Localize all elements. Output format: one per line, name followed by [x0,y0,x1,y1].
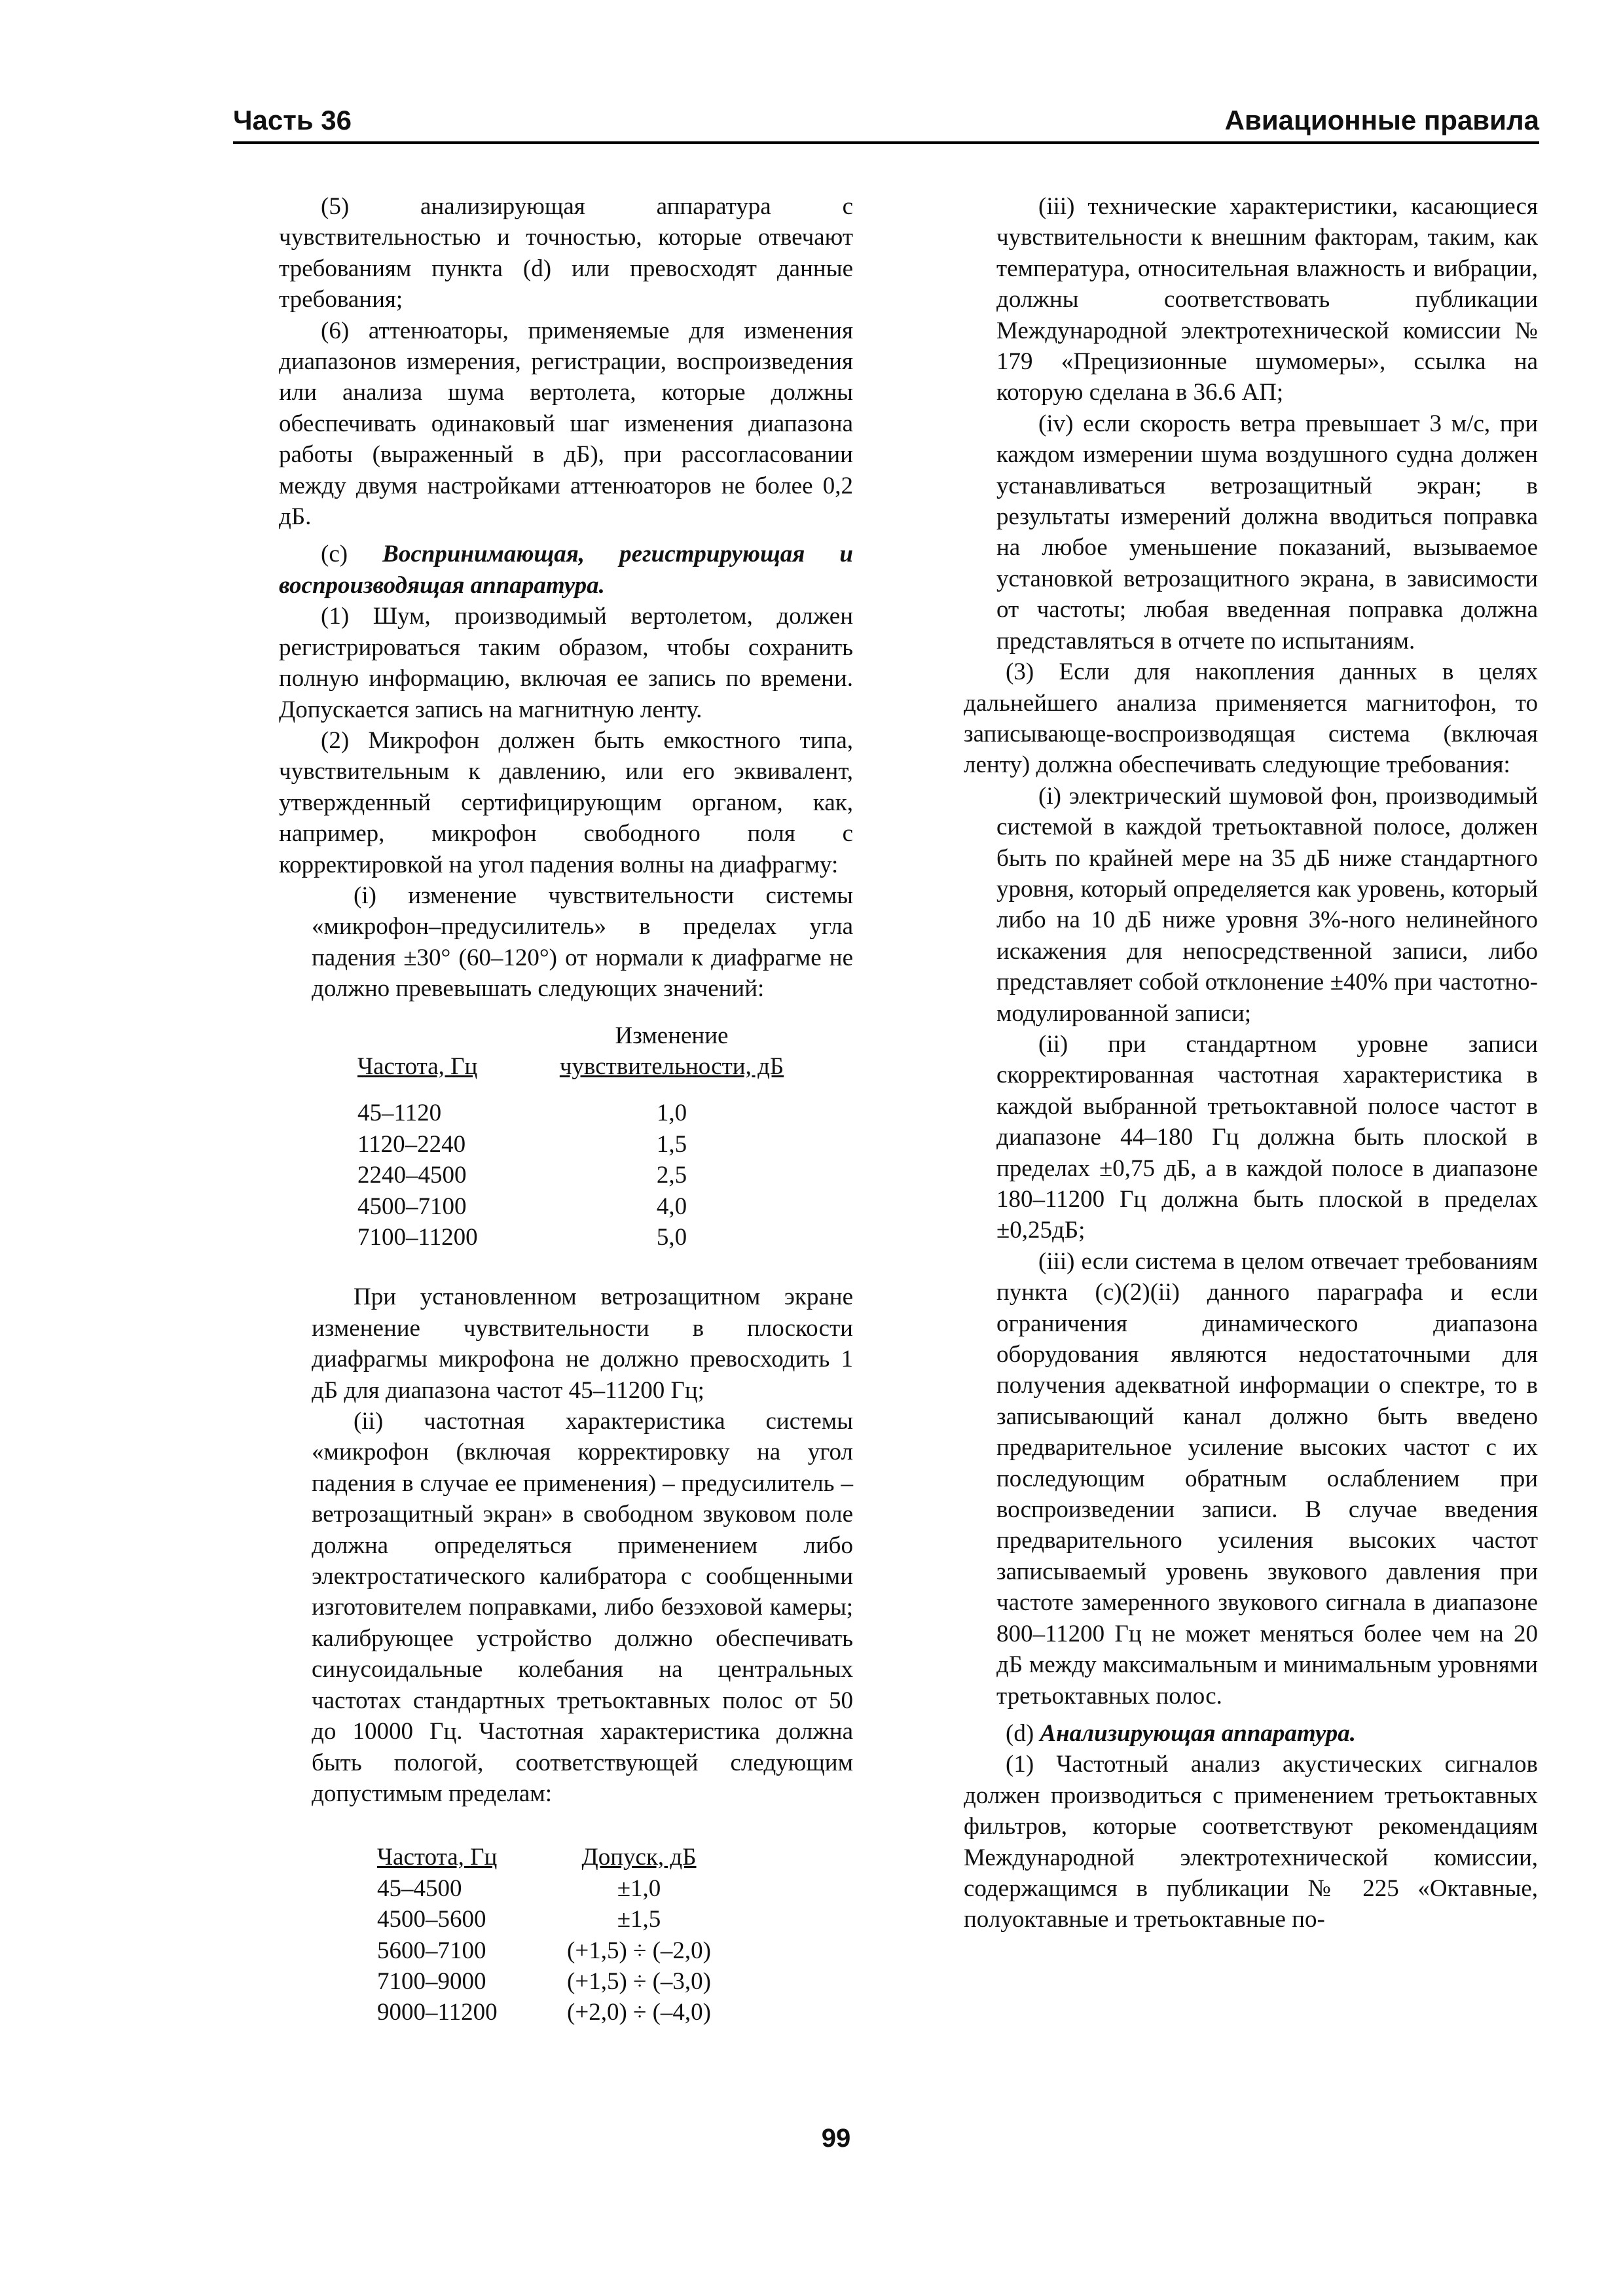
header-part-title: Часть 36 [233,105,352,135]
table-cell-tolerance: (+2,0) ÷ (–4,0) [567,1999,711,2026]
table-row [377,1997,737,2028]
tolerance-table-col2-header: Допуск, дБ [581,1844,697,1871]
section-d-prefix: (d) [1006,1719,1040,1747]
paragraph-c2i-after: При установленном ветрозащитном экране изменение чувствительности в плоскости диафрагмы микрофона не должно превосходить 1 дБ для диапазона частот 45–11200 Гц; [312,1283,853,1404]
paragraph-c3i: (i) электрический шумовой фон, производимый системой в каждой третьоктавной полосе, должен быть по крайней мере на 35 дБ ниже стандартного уровня, который определяется как уровень, который либо на 10 дБ ниже уровня 3%-ного нелинейного искажения для непосредственной записи, либо представляет собой отклонение ±40% при частотно-модулированной записи; [996,782,1538,1027]
section-c-heading [279,539,853,601]
table-cell-tolerance: (+1,5) ÷ (–2,0) [567,1937,711,1964]
paragraph-c1: (1) Шум, производимый вертолетом, должен регистрироваться таким образом, чтобы сохранить полную информацию, включая ее запись по времени. Допускается запись на магнитную ленту. [279,603,853,723]
paragraph-c3ii: (ii) при стандартном уровне записи скорректированная частотная характеристика в каждой выбранной третьоктавной полосе частот в диапазоне 44–180 Гц должна быть плоской в пределах ±0,75 дБ, а в каждой полосе в диапазоне 180–11200 Гц должна быть плоской в пределах ±0,25дБ; [996,1030,1538,1244]
sensitivity-table-col1-header: Частота, Гц [357,1052,478,1080]
table-row [377,1966,737,1997]
section-c-prefix: (c) [321,541,383,568]
table-row [357,1222,803,1253]
table-row [377,1904,737,1935]
table-cell-value: 5,0 [656,1224,687,1251]
page-number: 99 [821,2124,851,2153]
header-rules-title: Авиационные правила [1224,105,1539,135]
left-column [279,191,853,2028]
table-cell-value: 1,0 [656,1100,687,1127]
header-divider [233,141,1539,144]
table-row [377,1873,737,1904]
table-row [357,1098,803,1128]
paragraph-d1: (1) Частотный анализ акустических сигналов должен производиться с применением третьоктавных фильтров, которые соответствуют рекомендациям Международной электротехнической комиссии, содержащимся в публикации № 225 «Октавные, полуоктавные и третьоктавные по- [964,1751,1538,1933]
paragraph-c3iii: (iii) если система в целом отвечает требованиям пункта (c)(2)(ii) данного параграфа и если ограничения динамического диапазона оборудования являются недостаточными для получения адекватной информации о спектре, то в записывающий канал должно быть введено предварительное усиление высоких частот с их последующим обратным ослаблением при воспроизведении записи. В случае введения предварительного усиления высоких частот записываемый уровень звукового давления при частоте замеренного звукового сигнала в диапазоне 800–11200 Гц не может меняться более чем на 20 дБ между максимальным и минимальным уровнями третьоктавных полос. [996,1247,1538,1710]
section-d-title: Анализирующая аппаратура. [1040,1719,1356,1747]
table-row [377,1935,737,1966]
table-cell-frequency: 45–1120 [357,1100,442,1127]
tolerance-table [377,1842,737,2028]
table-cell-frequency: 2240–4500 [357,1162,467,1189]
table-cell-value: 1,5 [656,1130,687,1158]
table-cell-frequency: 45–4500 [377,1874,462,1902]
table-cell-value: 4,0 [656,1193,687,1220]
table-cell-frequency: 5600–7100 [377,1937,486,1964]
table-cell-frequency: 7100–11200 [357,1224,478,1251]
table-cell-tolerance: ±1,5 [617,1906,661,1933]
sensitivity-table [357,1020,803,1253]
sensitivity-table-col2-header: чувствительности, дБ [559,1052,784,1080]
table-cell-frequency: 4500–5600 [377,1906,486,1933]
table-cell-frequency: 9000–11200 [377,1999,498,2026]
table-cell-value: 2,5 [656,1162,687,1189]
tolerance-table-col1-header: Частота, Гц [377,1844,498,1871]
paragraph-c2ii: (ii) частотная характеристика системы «микрофон (включая корректировку на угол падения в случае ее применения) – предусилитель – ветрозащитный экран» в свободном звуковом поле должна определяться применением либо электростатического калибратора с сообщенными изготовителем поправками, либо безэховой камеры; калибрующее устройство должно обеспечивать синусоидальные колебания на центральных частотах стандартных третьоктавных полос от 50 до 10000 Гц. Частотная характеристика должна быть пологой, соответствующей следующим допустимым пределам: [312,1408,853,1807]
table-cell-tolerance: (+1,5) ÷ (–3,0) [567,1967,711,1995]
table-cell-frequency: 4500–7100 [357,1193,467,1220]
paragraph-c2iv: (iv) если скорость ветра превышает 3 м/с, при каждом измерении шума воздушного судна должен устанавливаться ветрозащитный экран; в результаты измерений должна вводиться поправка на любое уменьшение показаний, вызываемое установкой ветрозащитного экрана, в зависимости от частоты; любая введенная поправка должна представляться в отчете по испытаниям. [996,410,1538,655]
table-row [357,1129,803,1160]
paragraph-b6: (6) аттенюаторы, применяемые для изменения диапазонов измерения, регистрации, воспроизведения или анализа шума вертолета, которые должны обеспечивать одинаковый шаг изменения диапазона работы (выраженный в дБ), при рассогласовании между двумя настройками аттенюаторов не более 0,2 дБ. [279,317,853,531]
table-row [357,1160,803,1191]
paragraph-c3: (3) Если для накопления данных в целях дальнейшего анализа применяется магнитофон, то записывающе-воспроизводящая система (включая ленту) должна обеспечивать следующие требования: [964,658,1538,779]
section-c-title: Воспринимающая, регистрирующая и воспроизводящая аппаратура. [279,541,853,599]
paragraph-c2: (2) Микрофон должен быть емкостного типа, чувствительным к давлению, или его эквивалент, утвержденный сертифицирующим органом, как, например, микрофон свободного поля с корректировкой на угол падения волны на диафрагму: [279,726,853,878]
table-cell-frequency: 1120–2240 [357,1130,466,1158]
paragraph-b5: (5) анализирующая аппаратура с чувствительностью и точностью, которые отвечают требованиям пункта (d) или превосходят данные требования; [279,193,853,314]
table-cell-tolerance: ±1,0 [617,1874,661,1902]
right-column [964,191,1538,1935]
table-row [357,1191,803,1222]
sensitivity-table-header-top: Изменение [615,1022,729,1049]
paragraph-c2iii: (iii) технические характеристики, касающиеся чувствительности к внешним факторам, таким, как температура, относительная влажность и вибрации, должны соответствовать публикации Международной электротехнической комиссии № 179 «Прецизионные шумомеры», ссылка на которую сделана в 36.6 АП; [996,193,1538,406]
paragraph-c2i: (i) изменение чувствительности системы «микрофон–предусилитель» в пределах угла падения ±30° (60–120°) от нормали к диафрагме не должно превевышать следующих значений: [312,882,853,1003]
section-d-heading [964,1718,1538,1749]
table-cell-frequency: 7100–9000 [377,1967,486,1995]
